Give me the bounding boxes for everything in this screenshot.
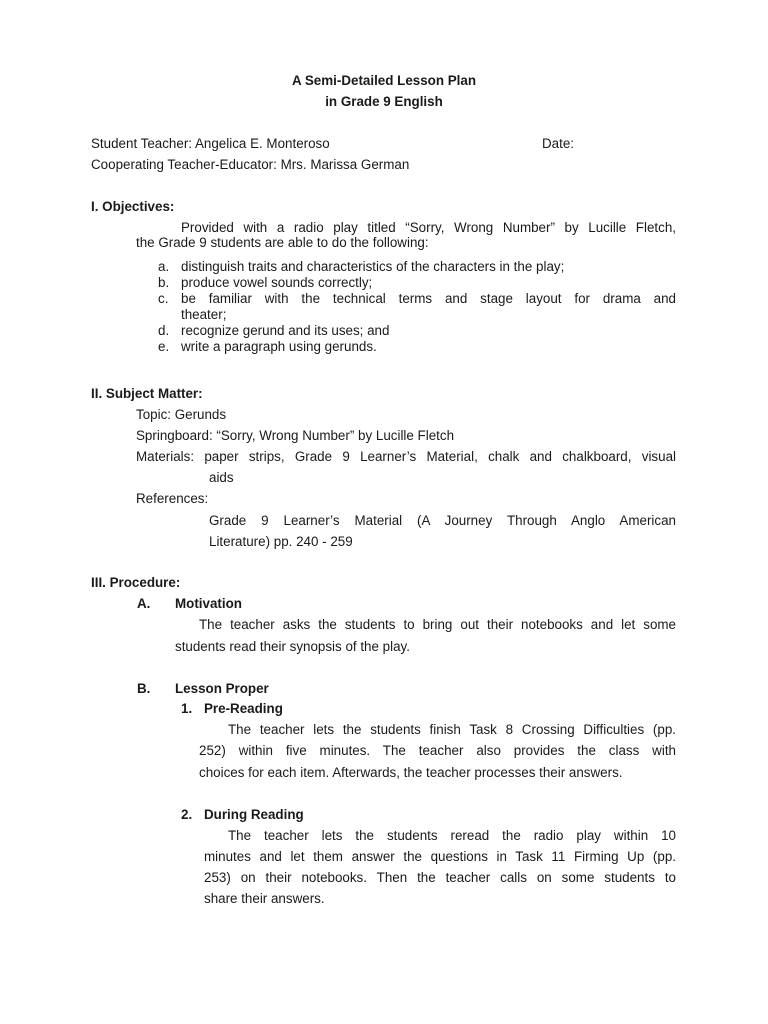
- list-item-text: theater;: [181, 307, 227, 322]
- list-item: [181, 307, 676, 323]
- during-reading-line4: share their answers.: [204, 891, 325, 906]
- list-item: [158, 275, 676, 291]
- references-label: References:: [136, 491, 209, 506]
- list-item-text: write a paragraph using gerunds.: [181, 339, 377, 354]
- materials-line1: Materials: paper strips, Grade 9 Learner’s Material, chalk and chalkboard, visual: [136, 449, 676, 464]
- list-marker: a.: [158, 259, 170, 274]
- reference-line2: Literature) pp. 240 - 259: [209, 534, 353, 549]
- procedure-heading: III. Procedure:: [91, 575, 181, 590]
- pre-reading-line2: 252) within five minutes. The teacher also provides the class with: [199, 743, 676, 758]
- list-marker: b.: [158, 275, 170, 290]
- list-marker: e.: [158, 339, 170, 354]
- list-item: [158, 259, 676, 275]
- pre-reading-marker: 1.: [181, 701, 193, 716]
- list-item: [158, 339, 676, 355]
- reference-line1: Grade 9 Learner’s Material (A Journey Through Anglo American: [209, 513, 676, 528]
- document-subtitle: in Grade 9 English: [325, 94, 443, 109]
- during-reading-line3: 253) on their notebooks. Then the teacher calls on some students to: [204, 870, 676, 885]
- list-item: [158, 323, 676, 339]
- objectives-intro-line1: Provided with a radio play titled “Sorry, Wrong Number” by Lucille Fletch,: [181, 220, 676, 235]
- section-a-marker: A.: [137, 596, 151, 611]
- during-reading-marker: 2.: [181, 807, 193, 822]
- cooperating-teacher-line: Cooperating Teacher-Educator: Mrs. Marissa German: [91, 157, 410, 172]
- during-reading-line2: minutes and let them answer the questions in Task 11 Firming Up (pp.: [204, 849, 676, 864]
- objectives-heading: I. Objectives:: [91, 199, 175, 214]
- subject-matter-heading: II. Subject Matter:: [91, 386, 203, 401]
- list-item-text: distinguish traits and characteristics of the characters in the play;: [181, 259, 565, 274]
- list-marker: d.: [158, 323, 170, 338]
- topic-line: Topic: Gerunds: [136, 407, 227, 422]
- motivation-line2: students read their synopsis of the play.: [175, 639, 410, 654]
- motivation-title: Motivation: [175, 596, 242, 611]
- during-reading-title: During Reading: [204, 807, 304, 822]
- student-teacher-line: Student Teacher: Angelica E. Monteroso: [91, 136, 330, 151]
- list-item-text: be familiar with the technical terms and stage layout for drama and: [181, 291, 676, 306]
- lesson-proper-title: Lesson Proper: [175, 681, 269, 696]
- list-item-text: recognize gerund and its uses; and: [181, 323, 390, 338]
- list-item: [158, 291, 676, 307]
- date-label: Date:: [542, 136, 575, 151]
- list-item-text: produce vowel sounds correctly;: [181, 275, 373, 290]
- document-title: A Semi-Detailed Lesson Plan: [291, 73, 477, 88]
- objectives-list: [158, 259, 676, 355]
- materials-line2: aids: [209, 470, 234, 485]
- pre-reading-title: Pre-Reading: [204, 701, 283, 716]
- motivation-line1: The teacher asks the students to bring out their notebooks and let some: [199, 617, 676, 632]
- list-marker: c.: [158, 291, 169, 306]
- objectives-intro-line2: the Grade 9 students are able to do the following:: [136, 235, 429, 250]
- during-reading-line1: The teacher lets the students reread the radio play within 10: [228, 828, 676, 843]
- springboard-line: Springboard: “Sorry, Wrong Number” by Lucille Fletch: [136, 428, 455, 443]
- section-b-marker: B.: [137, 681, 151, 696]
- pre-reading-line3: choices for each item. Afterwards, the teacher processes their answers.: [199, 765, 623, 780]
- pre-reading-line1: The teacher lets the students finish Task 8 Crossing Difficulties (pp.: [228, 722, 676, 737]
